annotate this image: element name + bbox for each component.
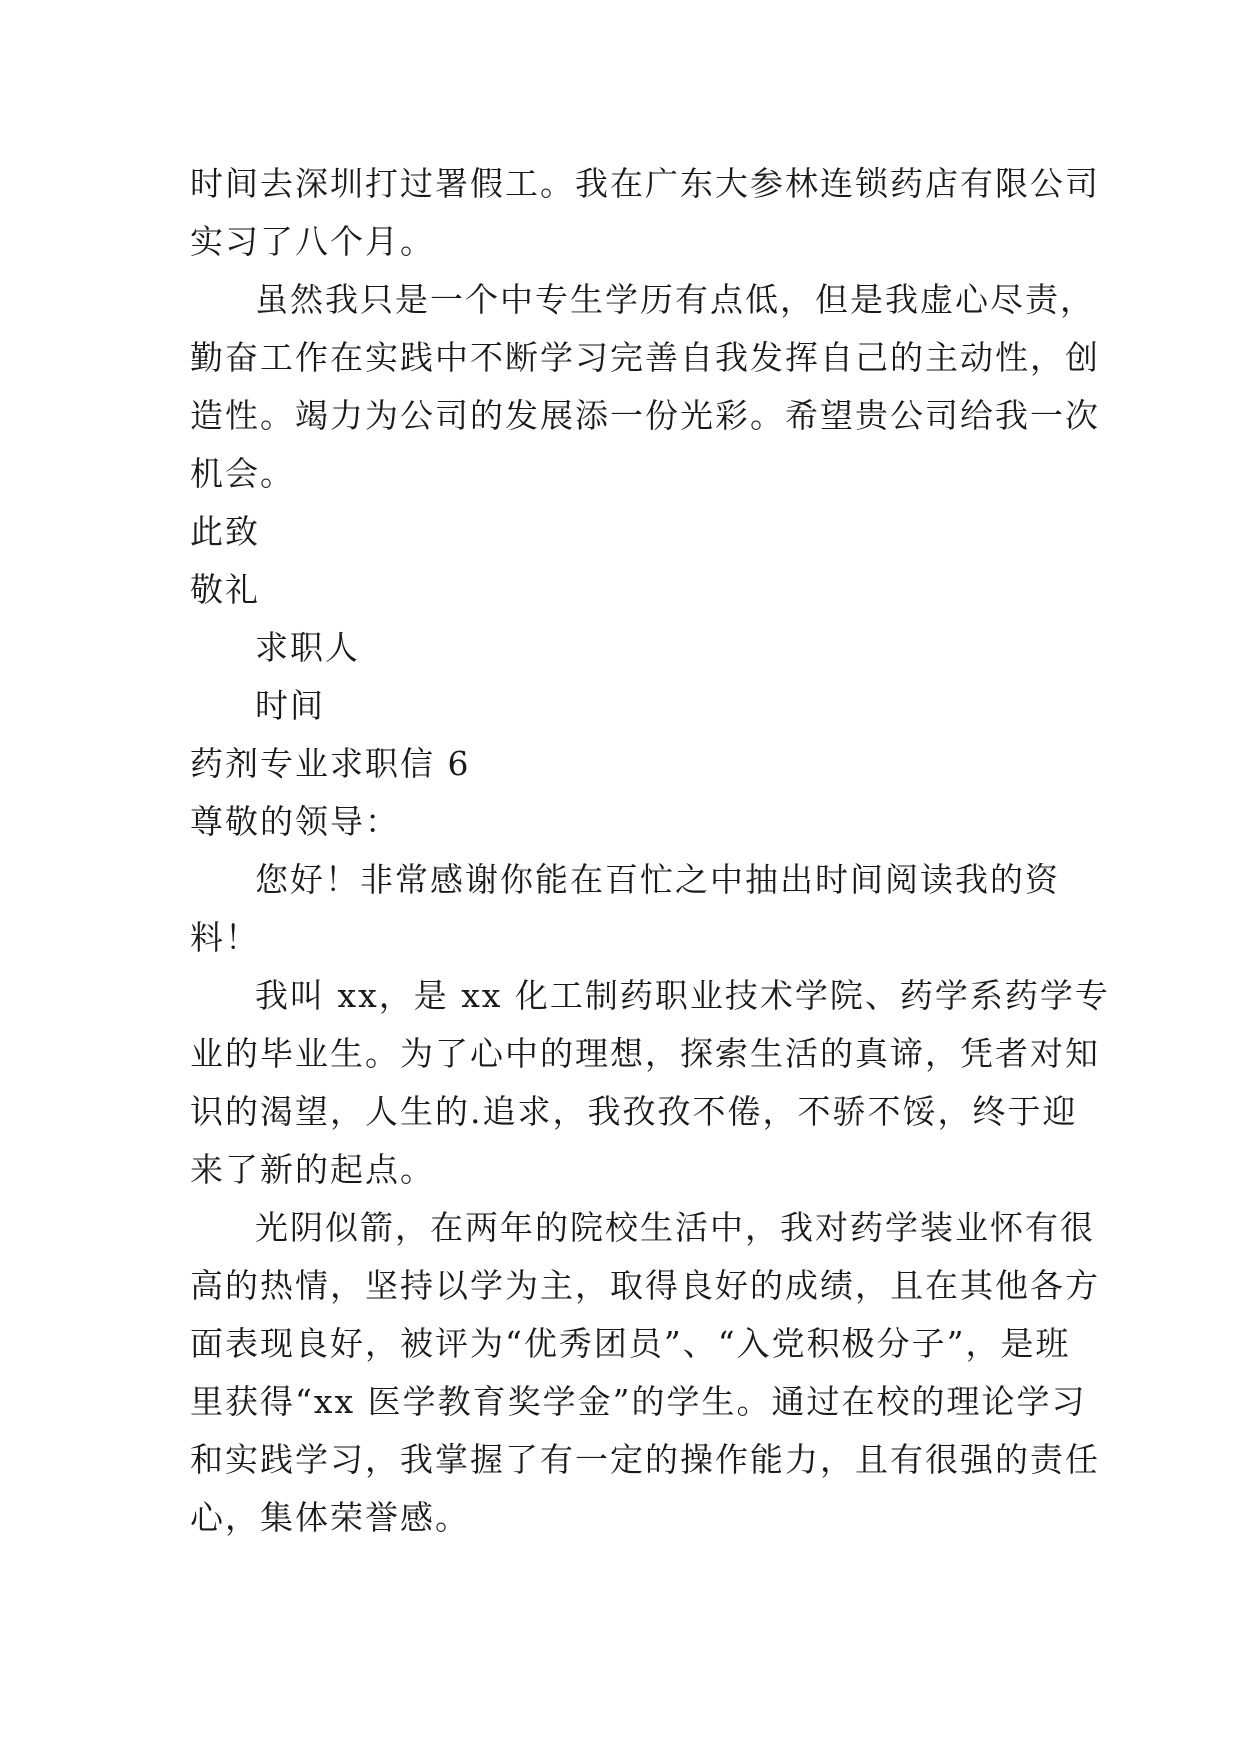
body-line: 时间去深圳打过署假工。我在广东大参林连锁药店有限公司 (190, 164, 1100, 203)
closing-regards: 敬礼 (190, 570, 260, 609)
paragraph-start-line: 您好！非常感谢你能在百忙之中抽出时间阅读我的资 (255, 860, 1060, 899)
body-line: 业的毕业生。为了心中的理想，探索生活的真谛，凭者对知 (190, 1034, 1100, 1073)
body-line: 高的热情，坚持以学为主，取得良好的成绩，且在其他各方 (190, 1266, 1100, 1305)
body-line: 料！ (190, 918, 260, 957)
body-line: 实习了八个月。 (190, 222, 435, 261)
body-line: 里获得“xx 医学教育奖学金”的学生。通过在校的理论学习 (190, 1382, 1087, 1421)
signature-applicant: 求职人 (255, 628, 360, 667)
letter-salutation: 尊敬的领导： (190, 802, 400, 841)
body-line: 和实践学习，我掌握了有一定的操作能力，且有很强的责任 (190, 1440, 1100, 1479)
body-line: 机会。 (190, 454, 295, 493)
paragraph-start-line: 虽然我只是一个中专生学历有点低，但是我虚心尽责， (255, 280, 1095, 319)
paragraph-start-line: 光阴似箭，在两年的院校生活中，我对药学装业怀有很 (255, 1208, 1095, 1247)
body-line: 勤奋工作在实践中不断学习完善自我发挥自己的主动性，创 (190, 338, 1100, 377)
signature-date: 时间 (255, 686, 325, 725)
body-line: 心，集体荣誉感。 (190, 1498, 470, 1537)
body-line: 来了新的起点。 (190, 1150, 435, 1189)
section-heading: 药剂专业求职信 6 (190, 744, 471, 783)
paragraph-start-line: 我叫 xx，是 xx 化工制药职业技术学院、药学系药学专 (255, 976, 1110, 1015)
body-line: 面表现良好，被评为“优秀团员”、“入党积极分子”，是班 (190, 1324, 1071, 1363)
body-line: 造性。竭力为公司的发展添一份光彩。希望贵公司给我一次 (190, 396, 1100, 435)
closing-salutation: 此致 (190, 512, 260, 551)
body-line: 识的渴望，人生的.追求，我孜孜不倦，不骄不馁，终于迎 (190, 1092, 1078, 1131)
